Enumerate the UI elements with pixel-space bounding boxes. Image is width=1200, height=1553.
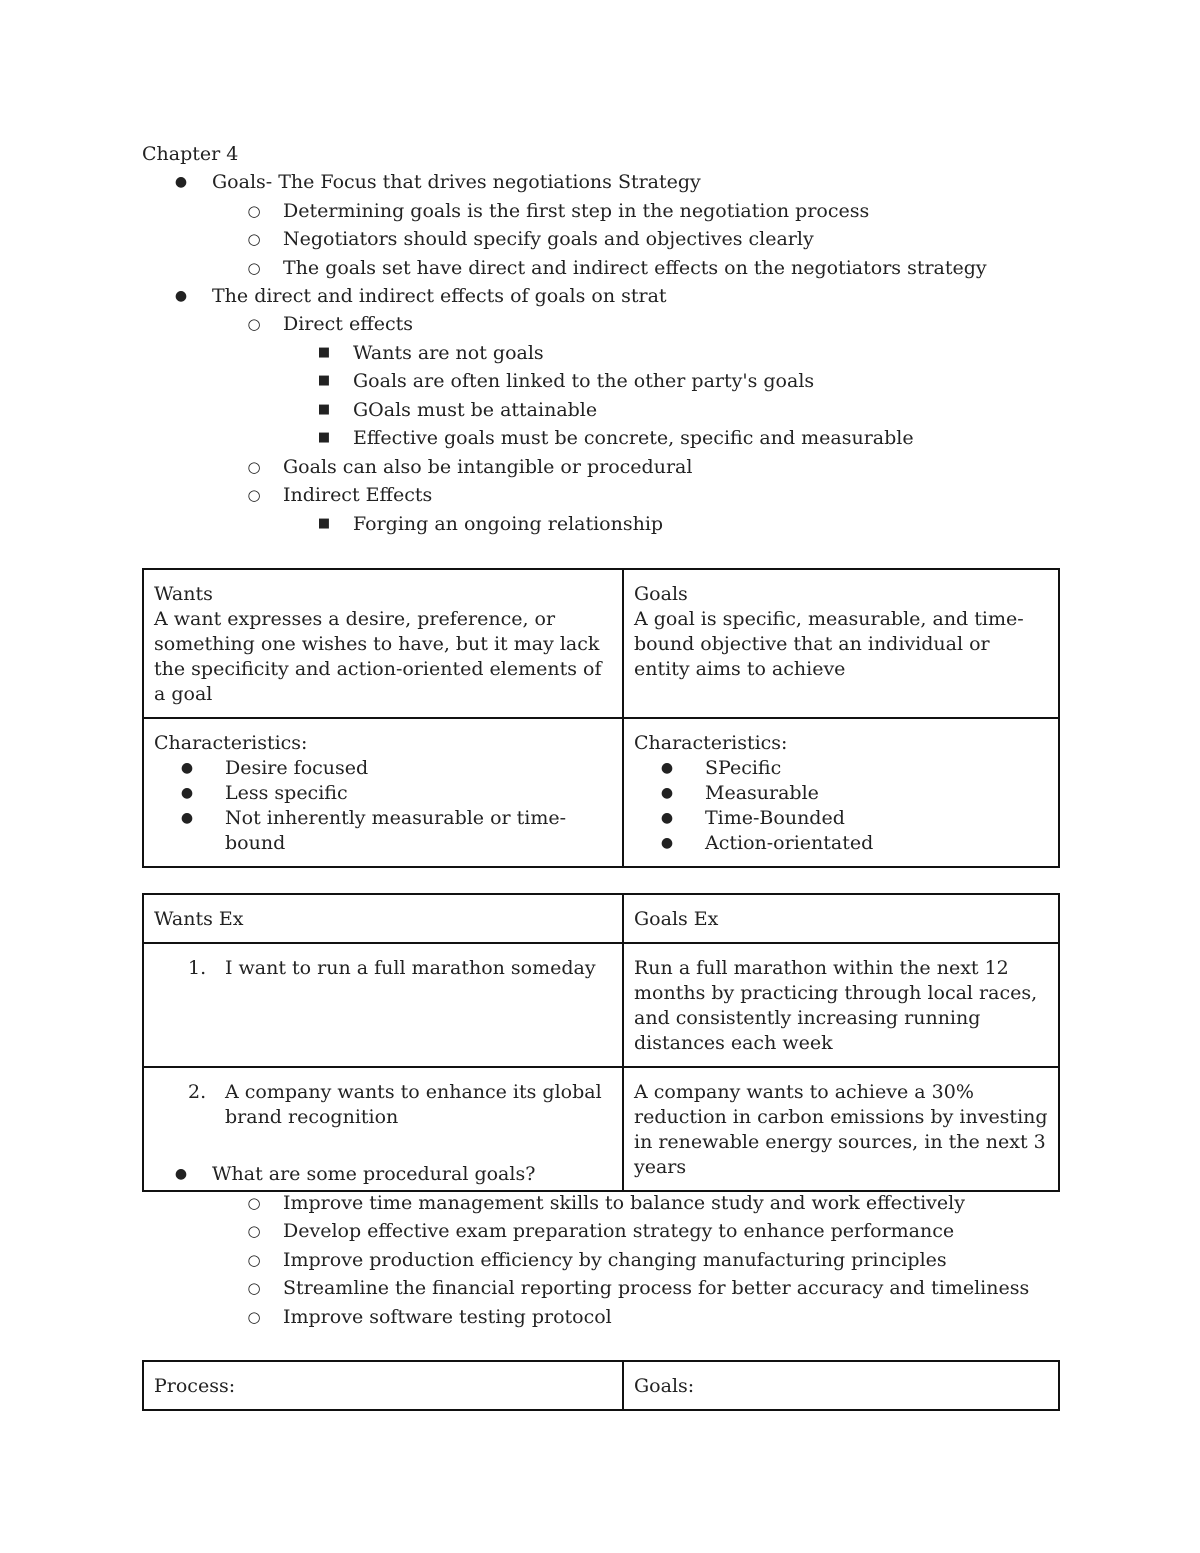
process-header: Process: xyxy=(143,1361,623,1410)
outline-subitem xyxy=(247,1189,965,1217)
outline-text: Determining goals is the first step in the negotiation process xyxy=(283,200,870,222)
list-item-text: Time-Bounded xyxy=(705,807,845,829)
goals-ex-header: Goals Ex xyxy=(623,894,1059,943)
bullet-disc-icon: ● xyxy=(180,785,194,801)
table-header-row xyxy=(143,1361,1059,1410)
goals-definition: A goal is specific, measurable, and time-bound objective that an individual or entity aims to achieve xyxy=(634,608,1024,680)
goals-header: Goals: xyxy=(623,1361,1059,1410)
outline-text: Develop effective exam preparation strategy to enhance performance xyxy=(283,1220,955,1242)
bullet-square-icon: ■ xyxy=(317,345,331,360)
list-item-text: Desire focused xyxy=(225,757,369,779)
bullet-circle-icon: ○ xyxy=(247,230,261,248)
table-row xyxy=(143,943,1059,1067)
outline-text: The direct and indirect effects of goals on strat xyxy=(212,285,667,307)
outline-subitem xyxy=(247,225,814,253)
bullet-disc-icon: ● xyxy=(660,810,674,826)
bullet-disc-icon: ● xyxy=(174,288,188,304)
outline-subitem-indirect xyxy=(247,481,433,509)
outline-subsubitem xyxy=(317,339,544,367)
outline-subsubitem xyxy=(317,424,914,452)
chapter-title: Chapter 4 xyxy=(142,143,239,165)
outline-text: Goals can also be intangible or procedural xyxy=(283,456,693,478)
table-row xyxy=(143,569,1059,718)
examples-table xyxy=(142,893,1060,1192)
outline-text: Forging an ongoing relationship xyxy=(353,513,664,535)
wants-goals-table xyxy=(142,568,1060,868)
bullet-circle-icon: ○ xyxy=(247,458,261,476)
bullet-circle-icon: ○ xyxy=(247,486,261,504)
goals-title: Goals xyxy=(634,583,688,605)
list-item xyxy=(634,806,1048,831)
bullet-disc-icon: ● xyxy=(660,835,674,851)
want-example-text: A company wants to enhance its global brand recognition xyxy=(225,1081,602,1128)
list-item-text: Measurable xyxy=(705,782,819,804)
outline-text: Improve production efficiency by changing manufacturing principles xyxy=(283,1249,947,1271)
goal-example-cell: Run a full marathon within the next 12 months by practicing through local races, and consistently increasing running distances each week xyxy=(623,943,1059,1067)
outline-subitem-direct xyxy=(247,310,413,338)
goal-example-cell: A company wants to achieve a 30% reduction in carbon emissions by investing in renewable energy sources, in the next 3 years xyxy=(623,1067,1059,1191)
list-item xyxy=(154,806,612,856)
outline-text: Direct effects xyxy=(283,313,413,335)
process-goals-table xyxy=(142,1360,1060,1411)
outline-subsubitem xyxy=(317,396,598,424)
list-item-text: Less specific xyxy=(225,782,348,804)
table-row xyxy=(143,718,1059,867)
item-number: 2. xyxy=(188,1081,207,1103)
outline-item-procedural xyxy=(174,1160,536,1188)
outline-text: Improve time management skills to balance study and work effectively xyxy=(283,1192,965,1214)
outline-text: Indirect Effects xyxy=(283,484,433,506)
wants-characteristics-list xyxy=(154,756,612,856)
list-item xyxy=(634,831,1048,856)
outline-subsubitem xyxy=(317,510,664,538)
outline-item-goals-focus xyxy=(174,168,701,196)
outline-subitem xyxy=(247,197,870,225)
outline-text: Goals are often linked to the other party's goals xyxy=(353,370,815,392)
list-item xyxy=(634,781,1048,806)
wants-title: Wants xyxy=(154,583,213,605)
outline-text: Improve software testing protocol xyxy=(283,1306,612,1328)
goals-characteristics-list xyxy=(634,756,1048,856)
bullet-circle-icon: ○ xyxy=(247,1194,261,1212)
outline-text: Negotiators should specify goals and objectives clearly xyxy=(283,228,814,250)
bullet-square-icon: ■ xyxy=(317,430,331,445)
bullet-disc-icon: ● xyxy=(174,1166,188,1182)
characteristics-label: Characteristics: xyxy=(634,732,788,754)
goals-characteristics-cell xyxy=(623,718,1059,867)
want-example-text: I want to run a full marathon someday xyxy=(225,957,596,979)
bullet-disc-icon: ● xyxy=(180,760,194,776)
outline-text: Effective goals must be concrete, specific and measurable xyxy=(353,427,914,449)
outline-subitem xyxy=(247,1246,947,1274)
bullet-square-icon: ■ xyxy=(317,516,331,531)
bullet-circle-icon: ○ xyxy=(247,1251,261,1269)
bullet-square-icon: ■ xyxy=(317,373,331,388)
list-item xyxy=(634,756,1048,781)
outline-text: Goals- The Focus that drives negotiations Strategy xyxy=(212,171,701,193)
numbered-item xyxy=(154,956,612,981)
outline-subitem xyxy=(247,254,987,282)
list-item xyxy=(154,781,612,806)
list-item-text: SPecific xyxy=(705,757,782,779)
goals-definition-cell xyxy=(623,569,1059,718)
characteristics-label: Characteristics: xyxy=(154,732,308,754)
want-example-cell xyxy=(143,943,623,1067)
bullet-circle-icon: ○ xyxy=(247,1279,261,1297)
outline-text: What are some procedural goals? xyxy=(212,1163,536,1185)
wants-definition-cell xyxy=(143,569,623,718)
outline-text: Wants are not goals xyxy=(353,342,544,364)
bullet-disc-icon: ● xyxy=(660,785,674,801)
bullet-disc-icon: ● xyxy=(660,760,674,776)
wants-definition: A want expresses a desire, preference, or something one wishes to have, but it may lack the specificity and action-oriented elements of a goal xyxy=(154,608,602,705)
bullet-disc-icon: ● xyxy=(180,810,194,826)
outline-subitem xyxy=(247,1274,1030,1302)
outline-text: The goals set have direct and indirect effects on the negotiators strategy xyxy=(283,257,987,279)
outline-subitem-intangible xyxy=(247,453,693,481)
bullet-circle-icon: ○ xyxy=(247,202,261,220)
bullet-disc-icon: ● xyxy=(174,174,188,190)
table-header-row xyxy=(143,894,1059,943)
list-item-text: Not inherently measurable or time-bound xyxy=(225,807,567,854)
numbered-item xyxy=(154,1080,612,1130)
wants-ex-header: Wants Ex xyxy=(143,894,623,943)
outline-text: GOals must be attainable xyxy=(353,399,598,421)
outline-text: Streamline the financial reporting process for better accuracy and timeliness xyxy=(283,1277,1030,1299)
outline-subitem xyxy=(247,1303,612,1331)
outline-item-effects xyxy=(174,282,667,310)
wants-characteristics-cell xyxy=(143,718,623,867)
outline-subitem xyxy=(247,1217,955,1245)
bullet-circle-icon: ○ xyxy=(247,259,261,277)
bullet-circle-icon: ○ xyxy=(247,1308,261,1326)
list-item xyxy=(154,756,612,781)
bullet-circle-icon: ○ xyxy=(247,315,261,333)
bullet-circle-icon: ○ xyxy=(247,1222,261,1240)
outline-subsubitem xyxy=(317,367,815,395)
list-item-text: Action-orientated xyxy=(705,832,874,854)
item-number: 1. xyxy=(188,957,207,979)
bullet-square-icon: ■ xyxy=(317,402,331,417)
